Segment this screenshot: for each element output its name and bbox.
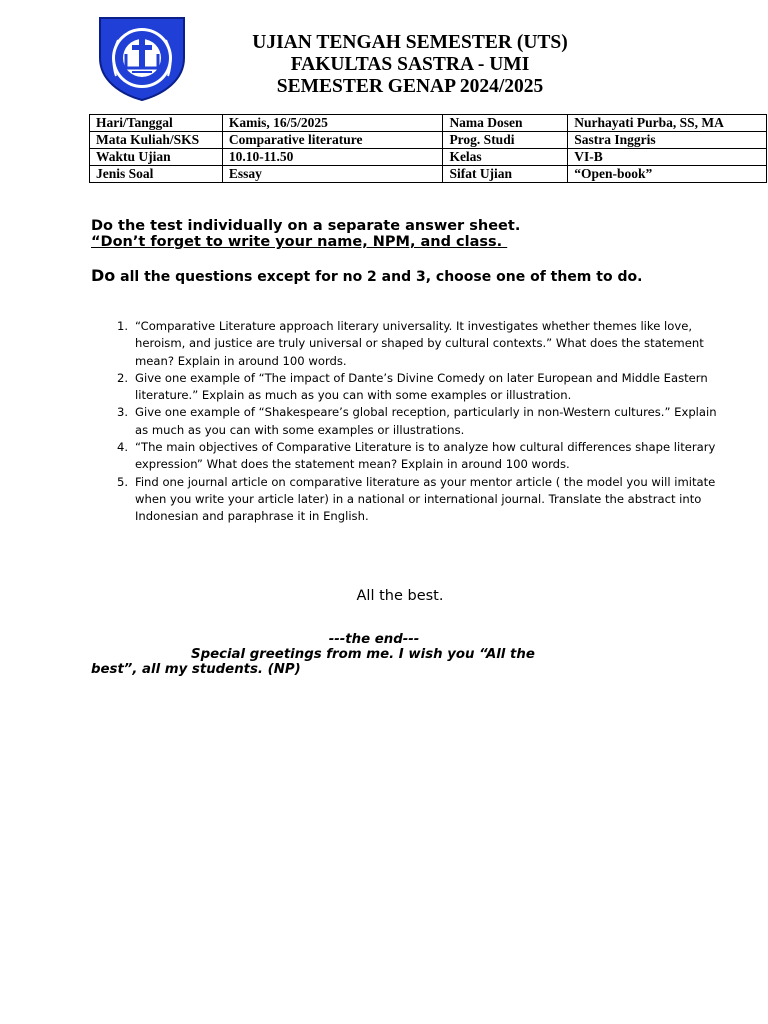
table-cell: Sastra Inggris <box>568 132 767 149</box>
table-cell: Essay <box>222 166 443 183</box>
closing-best-wishes: All the best. <box>356 588 444 604</box>
table-cell: Nurhayati Purba, SS, MA <box>568 115 767 132</box>
table-cell: Jenis Soal <box>90 166 223 183</box>
exam-header <box>200 32 620 98</box>
question-item: Give one example of “Shakespeare’s global reception, particularly in non-Western cultures.” Explain as much as you can with some examples or illustrations. <box>135 405 717 437</box>
greeting-line-2: best”, all my students. (NP) <box>91 662 301 677</box>
table-cell: Kelas <box>443 149 568 166</box>
header-title: UJIAN TENGAH SEMESTER (UTS) <box>252 32 568 53</box>
table-cell: 10.10-11.50 <box>222 149 443 166</box>
table-cell: Hari/Tanggal <box>90 115 223 132</box>
closing-block <box>91 632 561 677</box>
table-row <box>90 115 767 132</box>
header-faculty: FAKULTAS SASTRA - UMI <box>290 54 530 75</box>
table-cell: Comparative literature <box>222 132 443 149</box>
table-cell: VI-B <box>568 149 767 166</box>
question-list <box>91 318 725 526</box>
table-cell: Mata Kuliah/SKS <box>90 132 223 149</box>
instruction-rest: all the questions except for no 2 and 3, choose one of them to do. <box>115 269 643 285</box>
question-item: “The main objectives of Comparative Literature is to analyze how cultural differences shape literary expression” What does the statement mean? Explain in around 100 words. <box>135 440 716 472</box>
table-row <box>90 166 767 183</box>
header-semester: SEMESTER GENAP 2024/2025 <box>276 76 544 97</box>
table-row <box>90 132 767 149</box>
exam-info-table <box>89 114 767 183</box>
question-item: Give one example of “The impact of Dante’s Divine Comedy on later European and Middle Eastern literature.” Explain as much as you can with some examples or illustration. <box>135 370 708 403</box>
instruction-reminder: “Don’t forget to write your name, NPM, and class. <box>91 234 508 250</box>
question-item: “Comparative Literature approach literary universality. It investigates whether themes like love, heroism, and justice are truly universal or shaped by cultural contexts.” What does the statement mean? Explain in around 100 words. <box>135 319 704 368</box>
table-cell: Nama Dosen <box>443 115 568 132</box>
instruction-do-word: Do <box>91 266 116 285</box>
table-cell: Waktu Ujian <box>90 149 223 166</box>
table-cell: Kamis, 16/5/2025 <box>222 115 443 132</box>
table-cell: Sifat Ujian <box>443 166 568 183</box>
table-cell: “Open-book” <box>568 166 767 183</box>
instruction-questions <box>91 267 671 286</box>
instruction-individual: Do the test individually on a separate answer sheet. <box>91 218 521 234</box>
university-shield-logo <box>96 14 188 102</box>
instructions-block <box>91 218 671 250</box>
question-item: Find one journal article on comparative literature as your mentor article ( the model you will imitate when you write your article later) in a national or international journal. Translate the abstract into Indonesian and paraphrase it in English. <box>135 474 716 524</box>
greeting-line-1: Special greetings from me. I wish you “All the <box>191 647 535 662</box>
table-cell: Prog. Studi <box>443 132 568 149</box>
table-row <box>90 149 767 166</box>
end-marker: ---the end--- <box>328 632 420 647</box>
